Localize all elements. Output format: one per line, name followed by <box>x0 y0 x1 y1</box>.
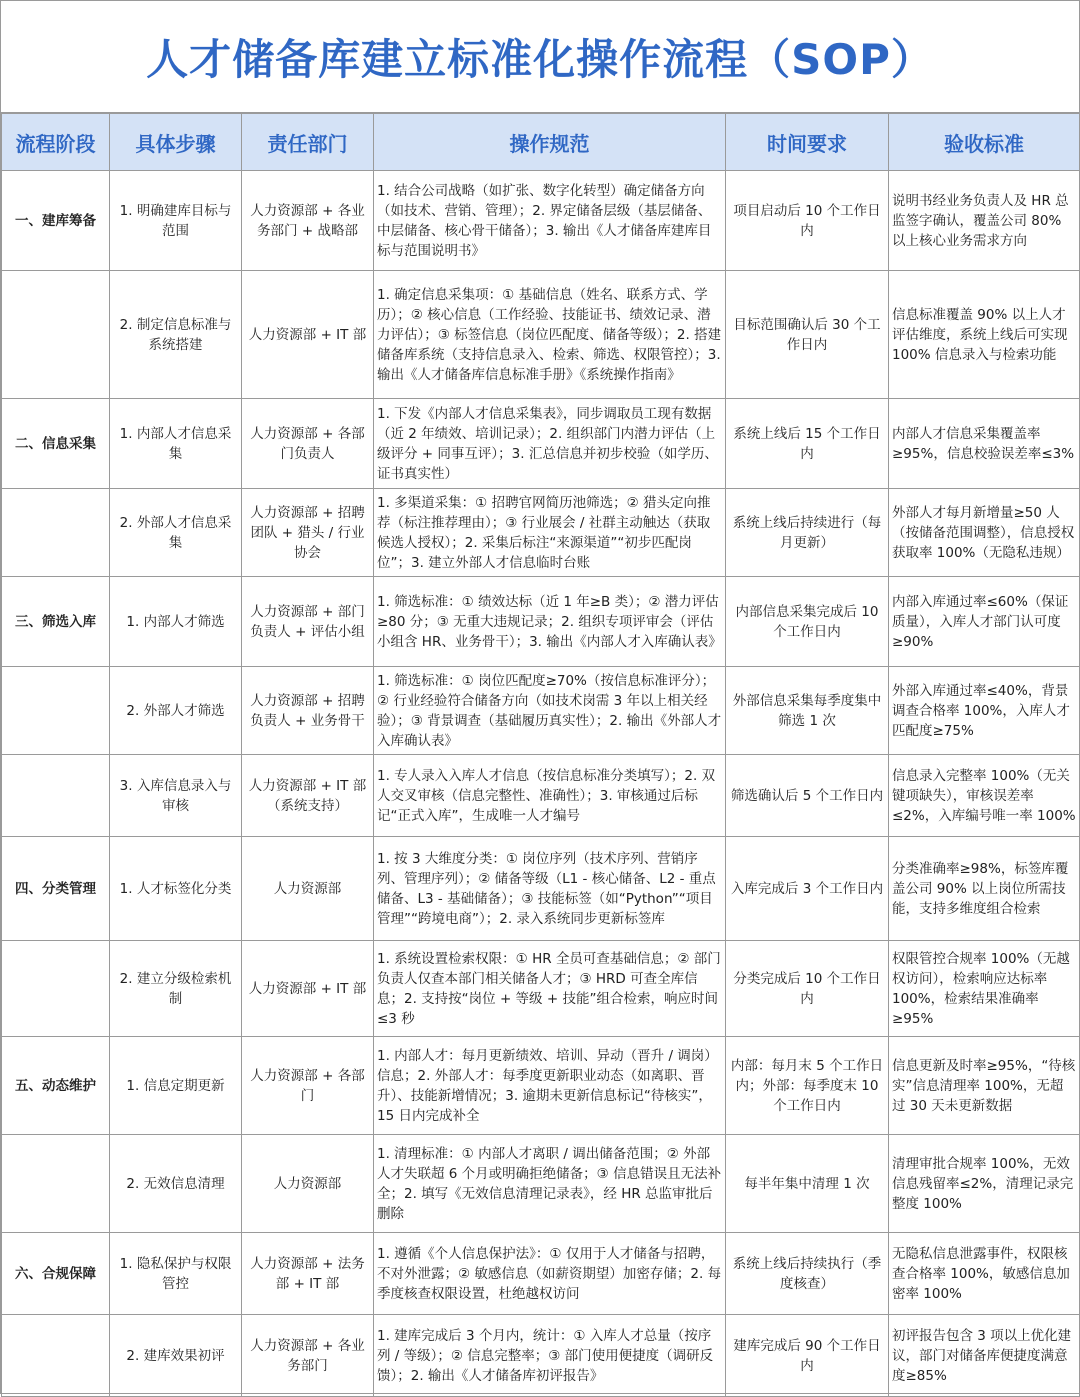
cell-stage <box>2 1135 110 1233</box>
cell-accept: 信息标准覆盖 90% 以上人才评估维度，系统上线后可实现 100% 信息录入与检索功能 <box>889 271 1080 399</box>
cell-spec: 1. 系统设置检索权限：① HR 全员可查基础信息；② 部门负责人仅查本部门相关储备人才；③ HRD 可查全库信息；2. 支持按“岗位 + 等级 + 技能”组合检索，响应时间≤3 秒 <box>374 941 726 1037</box>
cell-dept: 人力资源部 + 各部门 <box>242 1037 374 1135</box>
table-row <box>2 489 1080 577</box>
cell-time: 每半年集中清理 1 次 <box>726 1135 889 1233</box>
table-row <box>2 271 1080 399</box>
header-stage: 流程阶段 <box>2 114 110 171</box>
cell-time: 系统上线后 15 个工作日内 <box>726 399 889 489</box>
sop-table <box>1 113 1080 1397</box>
cell-spec: 1. 按 3 大维度分类：① 岗位序列（技术序列、营销序列、管理序列）；② 储备等级（L1 - 核心储备、L2 - 重点储备、L3 - 基础储备）；③ 技能标签（如“Python”“项目管理”“跨境电商”）；2. 录入系统同步更新标签库 <box>374 837 726 941</box>
cell-time: 系统上线后持续进行（每月更新） <box>726 489 889 577</box>
header-dept: 责任部门 <box>242 114 374 171</box>
cell-spec: 1. 多渠道采集：① 招聘官网简历池筛选；② 猎头定向推荐（标注推荐理由）；③ 行业展会 / 社群主动触达（获取候选人授权）；2. 采集后标注“来源渠道”“初步匹配岗位”；3. 建立外部人才信息临时台账 <box>374 489 726 577</box>
cell-spec: 1. 专人录入入库人才信息（按信息标准分类填写）；2. 双人交叉审核（信息完整性、准确性）；3. 审核通过后标记“正式入库”，生成唯一人才编号 <box>374 755 726 837</box>
cell-accept: 分类准确率≥98%，标签库覆盖公司 90% 以上岗位所需技能，支持多维度组合检索 <box>889 837 1080 941</box>
cell-stage <box>2 271 110 399</box>
table-header-row <box>2 114 1080 171</box>
cell-spec: 1. 清理标准：① 内部人才离职 / 调出储备范围；② 外部人才失联超 6 个月或明确拒绝储备；③ 信息错误且无法补全；2. 填写《无效信息清理记录表》，经 HR 总监审批后删除 <box>374 1135 726 1233</box>
cell-step: 2. 建立分级检索机制 <box>110 941 242 1037</box>
header-accept: 验收标准 <box>889 114 1080 171</box>
cell-stage <box>2 667 110 755</box>
cell-dept: 人力资源部 + IT 部（系统支持） <box>242 755 374 837</box>
table-row <box>2 667 1080 755</box>
cell-spec: 1. 建库完成后 3 个月内，统计：① 入库人才总量（按序列 / 等级）；② 信息完整率；③ 部门使用便捷度（调研反馈）；2. 输出《人才储备库初评报告》 <box>374 1315 726 1397</box>
cell-dept: 人力资源部 + 招聘负责人 + 业务骨干 <box>242 667 374 755</box>
cell-accept: 外部入库通过率≤40%，背景调查合格率 100%，入库人才匹配度≥75% <box>889 667 1080 755</box>
cell-time: 建库完成后 90 个工作日内 <box>726 1315 889 1397</box>
cell-stage: 六、合规保障 <box>2 1233 110 1315</box>
cell-accept: 内部人才信息采集覆盖率≥95%，信息校验误差率≤3% <box>889 399 1080 489</box>
cell-accept: 清理审批合规率 100%，无效信息残留率≤2%，清理记录完整度 100% <box>889 1135 1080 1233</box>
header-step: 具体步骤 <box>110 114 242 171</box>
cell-dept: 人力资源部 + 各业务部门 + 战略部 <box>242 171 374 271</box>
cell-dept: 人力资源部 <box>242 837 374 941</box>
cell-step: 1. 信息定期更新 <box>110 1037 242 1135</box>
table-row <box>2 837 1080 941</box>
cell-stage: 一、建库筹备 <box>2 171 110 271</box>
table-body <box>2 171 1080 1397</box>
cell-stage: 五、动态维护 <box>2 1037 110 1135</box>
cell-spec: 1. 遵循《个人信息保护法》：① 仅用于人才储备与招聘，不对外泄露；② 敏感信息（如薪资期望）加密存储；2. 每季度核查权限设置，杜绝越权访问 <box>374 1233 726 1315</box>
cell-dept: 人力资源部 <box>242 1135 374 1233</box>
cell-spec: 1. 筛选标准：① 绩效达标（近 1 年≥B 类）；② 潜力评估≥80 分；③ 无重大违规记录；2. 组织专项评审会（评估小组含 HR、业务骨干）；3. 输出《内部人才入库确认表》 <box>374 577 726 667</box>
header-time: 时间要求 <box>726 114 889 171</box>
cell-accept: 信息更新及时率≥95%，“待核实”信息清理率 100%，无超过 30 天未更新数据 <box>889 1037 1080 1135</box>
cell-dept: 人力资源部 + 法务部 + IT 部 <box>242 1233 374 1315</box>
table-row <box>2 1315 1080 1397</box>
cell-step: 1. 明确建库目标与范围 <box>110 171 242 271</box>
cell-spec: 1. 内部人才：每月更新绩效、培训、异动（晋升 / 调岗）信息；2. 外部人才：每季度更新职业动态（如离职、晋升）、技能新增情况；3. 逾期未更新信息标记“待核实”，15 日内完成补全 <box>374 1037 726 1135</box>
cell-step: 1. 隐私保护与权限管控 <box>110 1233 242 1315</box>
cell-dept: 人力资源部 + 部门负责人 + 评估小组 <box>242 577 374 667</box>
cell-time: 筛选确认后 5 个工作日内 <box>726 755 889 837</box>
cell-time: 系统上线后持续执行（季度核查） <box>726 1233 889 1315</box>
cell-step: 1. 内部人才信息采集 <box>110 399 242 489</box>
cell-spec: 1. 结合公司战略（如扩张、数字化转型）确定储备方向（如技术、营销、管理）；2. 界定储备层级（基层储备、中层储备、核心骨干储备）；3. 输出《人才储备库建库目标与范围说明书》 <box>374 171 726 271</box>
cell-accept: 信息录入完整率 100%（无关键项缺失），审核误差率≤2%，入库编号唯一率 100% <box>889 755 1080 837</box>
cell-accept: 内部入库通过率≤60%（保证质量），入库人才部门认可度≥90% <box>889 577 1080 667</box>
table-row <box>2 755 1080 837</box>
cell-dept: 人力资源部 + 招聘团队 + 猎头 / 行业协会 <box>242 489 374 577</box>
cell-stage: 二、信息采集 <box>2 399 110 489</box>
cell-accept: 说明书经业务负责人及 HR 总监签字确认，覆盖公司 80% 以上核心业务需求方向 <box>889 171 1080 271</box>
cell-spec: 1. 下发《内部人才信息采集表》，同步调取员工现有数据（近 2 年绩效、培训记录）；2. 组织部门内潜力评估（上级评分 + 同事互评）；3. 汇总信息并初步校验（如学历、证书真实性） <box>374 399 726 489</box>
table-row <box>2 171 1080 271</box>
cell-time: 内部：每月末 5 个工作日内；外部：每季度末 10 个工作日内 <box>726 1037 889 1135</box>
cell-stage <box>2 755 110 837</box>
cell-step: 2. 外部人才筛选 <box>110 667 242 755</box>
cell-accept: 初评报告包含 3 项以上优化建议，部门对储备库便捷度满意度≥85% <box>889 1315 1080 1397</box>
cell-time: 入库完成后 3 个工作日内 <box>726 837 889 941</box>
cell-stage: 四、分类管理 <box>2 837 110 941</box>
header-spec: 操作规范 <box>374 114 726 171</box>
table-row <box>2 1233 1080 1315</box>
cell-dept: 人力资源部 + IT 部 <box>242 271 374 399</box>
cell-step: 2. 建库效果初评 <box>110 1315 242 1397</box>
title-bar <box>1 1 1079 113</box>
cell-step: 1. 内部人才筛选 <box>110 577 242 667</box>
cell-accept: 权限管控合规率 100%（无越权访问），检索响应达标率 100%，检索结果准确率≥95% <box>889 941 1080 1037</box>
cell-dept: 人力资源部 + 各部门负责人 <box>242 399 374 489</box>
cell-spec: 1. 筛选标准：① 岗位匹配度≥70%（按信息标准评分）；② 行业经验符合储备方向（如技术岗需 3 年以上相关经验）；③ 背景调查（基础履历真实性）；2. 输出《外部人才入库确认表》 <box>374 667 726 755</box>
cell-stage <box>2 941 110 1037</box>
table-row <box>2 577 1080 667</box>
cell-step: 1. 人才标签化分类 <box>110 837 242 941</box>
cell-spec: 1. 确定信息采集项：① 基础信息（姓名、联系方式、学历）；② 核心信息（工作经验、技能证书、绩效记录、潜力评估）；③ 标签信息（岗位匹配度、储备等级）；2. 搭建储备库系统（支持信息录入、检索、筛选、权限管控）；3. 输出《人才储备库信息标准手册》《系统操作指南》 <box>374 271 726 399</box>
table-row <box>2 941 1080 1037</box>
table-row <box>2 1037 1080 1135</box>
cell-step: 2. 无效信息清理 <box>110 1135 242 1233</box>
cell-time: 内部信息采集完成后 10 个工作日内 <box>726 577 889 667</box>
cell-step: 3. 入库信息录入与审核 <box>110 755 242 837</box>
cell-stage <box>2 489 110 577</box>
cell-time: 外部信息采集每季度集中筛选 1 次 <box>726 667 889 755</box>
cell-time: 目标范围确认后 30 个工作日内 <box>726 271 889 399</box>
page-title: 人才储备库建立标准化操作流程（SOP） <box>146 34 934 84</box>
cell-accept: 外部人才每月新增量≥50 人（按储备范围调整），信息授权获取率 100%（无隐私违规） <box>889 489 1080 577</box>
cell-dept: 人力资源部 + IT 部 <box>242 941 374 1037</box>
cell-stage <box>2 1315 110 1397</box>
cell-dept: 人力资源部 + 各业务部门 <box>242 1315 374 1397</box>
cell-step: 2. 外部人才信息采集 <box>110 489 242 577</box>
cell-time: 项目启动后 10 个工作日内 <box>726 171 889 271</box>
cell-accept: 无隐私信息泄露事件，权限核查合格率 100%，敏感信息加密率 100% <box>889 1233 1080 1315</box>
cell-time: 分类完成后 10 个工作日内 <box>726 941 889 1037</box>
table-row <box>2 1135 1080 1233</box>
cell-stage: 三、筛选入库 <box>2 577 110 667</box>
cell-step: 2. 制定信息标准与系统搭建 <box>110 271 242 399</box>
table-row <box>2 399 1080 489</box>
